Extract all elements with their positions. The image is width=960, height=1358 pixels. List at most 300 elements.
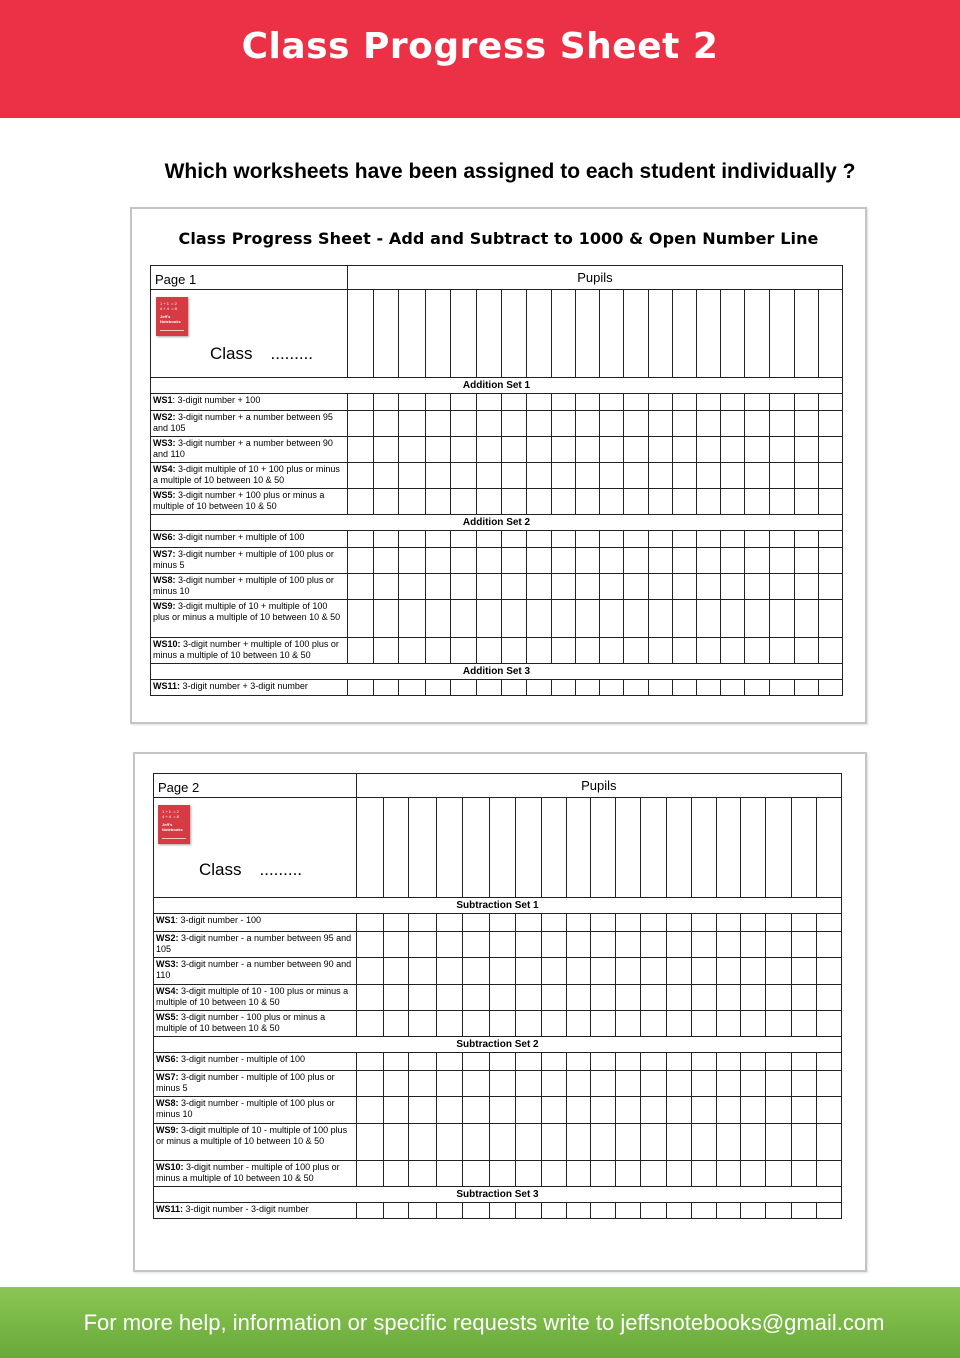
progress-check-cell[interactable]: [515, 1124, 541, 1161]
progress-check-cell[interactable]: [721, 600, 745, 638]
progress-check-cell[interactable]: [745, 638, 770, 664]
progress-check-cell[interactable]: [356, 985, 383, 1011]
progress-check-cell[interactable]: [527, 531, 551, 548]
progress-check-cell[interactable]: [566, 932, 591, 958]
progress-check-cell[interactable]: [641, 958, 667, 985]
progress-check-cell[interactable]: [648, 394, 672, 411]
progress-check-cell[interactable]: [818, 463, 842, 489]
progress-check-cell[interactable]: [398, 600, 425, 638]
progress-check-cell[interactable]: [766, 958, 792, 985]
progress-check-cell[interactable]: [697, 600, 721, 638]
progress-check-cell[interactable]: [463, 1203, 490, 1219]
progress-check-cell[interactable]: [426, 411, 451, 437]
progress-check-cell[interactable]: [398, 394, 425, 411]
progress-check-cell[interactable]: [591, 1124, 616, 1161]
progress-check-cell[interactable]: [490, 1124, 516, 1161]
pupil-name-cell[interactable]: [745, 290, 770, 378]
progress-check-cell[interactable]: [490, 1203, 516, 1219]
pupil-name-cell[interactable]: [697, 290, 721, 378]
progress-check-cell[interactable]: [527, 463, 551, 489]
progress-check-cell[interactable]: [527, 411, 551, 437]
progress-check-cell[interactable]: [721, 394, 745, 411]
progress-check-cell[interactable]: [745, 600, 770, 638]
progress-check-cell[interactable]: [383, 1097, 409, 1124]
progress-check-cell[interactable]: [623, 437, 648, 463]
progress-check-cell[interactable]: [437, 1011, 463, 1037]
progress-check-cell[interactable]: [791, 932, 816, 958]
progress-check-cell[interactable]: [745, 489, 770, 515]
progress-check-cell[interactable]: [409, 958, 437, 985]
progress-check-cell[interactable]: [502, 600, 527, 638]
progress-check-cell[interactable]: [794, 437, 818, 463]
pupil-name-cell[interactable]: [575, 290, 599, 378]
progress-check-cell[interactable]: [623, 638, 648, 664]
progress-check-cell[interactable]: [373, 489, 398, 515]
progress-check-cell[interactable]: [666, 1053, 691, 1071]
progress-check-cell[interactable]: [373, 638, 398, 664]
progress-check-cell[interactable]: [591, 1011, 616, 1037]
progress-check-cell[interactable]: [463, 1011, 490, 1037]
progress-check-cell[interactable]: [347, 531, 373, 548]
progress-check-cell[interactable]: [551, 411, 575, 437]
progress-check-cell[interactable]: [666, 1097, 691, 1124]
progress-check-cell[interactable]: [566, 1053, 591, 1071]
pupil-name-cell[interactable]: [541, 798, 566, 898]
progress-check-cell[interactable]: [347, 574, 373, 600]
pupil-name-cell[interactable]: [766, 798, 792, 898]
progress-check-cell[interactable]: [697, 437, 721, 463]
progress-check-cell[interactable]: [515, 1161, 541, 1187]
pupil-name-cell[interactable]: [409, 798, 437, 898]
progress-check-cell[interactable]: [463, 1124, 490, 1161]
progress-check-cell[interactable]: [745, 531, 770, 548]
progress-check-cell[interactable]: [794, 463, 818, 489]
progress-check-cell[interactable]: [409, 985, 437, 1011]
progress-check-cell[interactable]: [437, 1124, 463, 1161]
progress-check-cell[interactable]: [616, 1161, 641, 1187]
pupil-name-cell[interactable]: [515, 798, 541, 898]
pupil-name-cell[interactable]: [616, 798, 641, 898]
progress-check-cell[interactable]: [426, 638, 451, 664]
progress-check-cell[interactable]: [770, 600, 794, 638]
progress-check-cell[interactable]: [745, 437, 770, 463]
progress-check-cell[interactable]: [616, 1011, 641, 1037]
progress-check-cell[interactable]: [673, 437, 697, 463]
progress-check-cell[interactable]: [741, 985, 766, 1011]
progress-check-cell[interactable]: [451, 463, 477, 489]
progress-check-cell[interactable]: [673, 489, 697, 515]
progress-check-cell[interactable]: [766, 914, 792, 932]
progress-check-cell[interactable]: [648, 411, 672, 437]
progress-check-cell[interactable]: [437, 1097, 463, 1124]
progress-check-cell[interactable]: [409, 1097, 437, 1124]
progress-check-cell[interactable]: [463, 1071, 490, 1097]
progress-check-cell[interactable]: [398, 463, 425, 489]
progress-check-cell[interactable]: [791, 1203, 816, 1219]
progress-check-cell[interactable]: [641, 1071, 667, 1097]
progress-check-cell[interactable]: [541, 1124, 566, 1161]
progress-check-cell[interactable]: [666, 958, 691, 985]
progress-check-cell[interactable]: [623, 548, 648, 574]
progress-check-cell[interactable]: [347, 638, 373, 664]
progress-check-cell[interactable]: [666, 914, 691, 932]
progress-check-cell[interactable]: [770, 411, 794, 437]
progress-check-cell[interactable]: [818, 411, 842, 437]
progress-check-cell[interactable]: [794, 600, 818, 638]
progress-check-cell[interactable]: [697, 548, 721, 574]
progress-check-cell[interactable]: [741, 1203, 766, 1219]
progress-check-cell[interactable]: [741, 1097, 766, 1124]
progress-check-cell[interactable]: [356, 1053, 383, 1071]
progress-check-cell[interactable]: [766, 1097, 792, 1124]
progress-check-cell[interactable]: [437, 1071, 463, 1097]
progress-check-cell[interactable]: [673, 548, 697, 574]
progress-check-cell[interactable]: [383, 914, 409, 932]
progress-check-cell[interactable]: [641, 1011, 667, 1037]
progress-check-cell[interactable]: [356, 1097, 383, 1124]
pupil-name-cell[interactable]: [716, 798, 741, 898]
progress-check-cell[interactable]: [541, 932, 566, 958]
progress-check-cell[interactable]: [766, 1161, 792, 1187]
progress-check-cell[interactable]: [818, 394, 842, 411]
progress-check-cell[interactable]: [641, 914, 667, 932]
progress-check-cell[interactable]: [463, 958, 490, 985]
progress-check-cell[interactable]: [541, 1203, 566, 1219]
progress-check-cell[interactable]: [575, 411, 599, 437]
progress-check-cell[interactable]: [373, 531, 398, 548]
progress-check-cell[interactable]: [541, 985, 566, 1011]
pupil-name-cell[interactable]: [648, 290, 672, 378]
progress-check-cell[interactable]: [623, 394, 648, 411]
progress-check-cell[interactable]: [426, 394, 451, 411]
progress-check-cell[interactable]: [716, 958, 741, 985]
progress-check-cell[interactable]: [566, 958, 591, 985]
progress-check-cell[interactable]: [816, 1053, 841, 1071]
progress-check-cell[interactable]: [791, 958, 816, 985]
progress-check-cell[interactable]: [721, 574, 745, 600]
progress-check-cell[interactable]: [741, 1071, 766, 1097]
progress-check-cell[interactable]: [566, 914, 591, 932]
progress-check-cell[interactable]: [463, 985, 490, 1011]
progress-check-cell[interactable]: [356, 958, 383, 985]
progress-check-cell[interactable]: [741, 1124, 766, 1161]
progress-check-cell[interactable]: [398, 680, 425, 696]
progress-check-cell[interactable]: [527, 600, 551, 638]
pupil-name-cell[interactable]: [599, 290, 623, 378]
progress-check-cell[interactable]: [575, 574, 599, 600]
pupil-name-cell[interactable]: [623, 290, 648, 378]
pupil-name-cell[interactable]: [426, 290, 451, 378]
progress-check-cell[interactable]: [356, 1011, 383, 1037]
progress-check-cell[interactable]: [623, 411, 648, 437]
progress-check-cell[interactable]: [818, 531, 842, 548]
progress-check-cell[interactable]: [648, 463, 672, 489]
progress-check-cell[interactable]: [741, 1053, 766, 1071]
progress-check-cell[interactable]: [347, 548, 373, 574]
progress-check-cell[interactable]: [673, 394, 697, 411]
progress-check-cell[interactable]: [818, 489, 842, 515]
progress-check-cell[interactable]: [426, 489, 451, 515]
progress-check-cell[interactable]: [716, 1124, 741, 1161]
progress-check-cell[interactable]: [541, 1011, 566, 1037]
progress-check-cell[interactable]: [794, 531, 818, 548]
progress-check-cell[interactable]: [437, 958, 463, 985]
progress-check-cell[interactable]: [716, 914, 741, 932]
progress-check-cell[interactable]: [666, 1071, 691, 1097]
progress-check-cell[interactable]: [691, 1097, 716, 1124]
progress-check-cell[interactable]: [697, 489, 721, 515]
progress-check-cell[interactable]: [502, 638, 527, 664]
progress-check-cell[interactable]: [770, 548, 794, 574]
progress-check-cell[interactable]: [816, 1124, 841, 1161]
progress-check-cell[interactable]: [409, 1124, 437, 1161]
pupil-name-cell[interactable]: [566, 798, 591, 898]
progress-check-cell[interactable]: [527, 574, 551, 600]
progress-check-cell[interactable]: [716, 985, 741, 1011]
progress-check-cell[interactable]: [477, 463, 502, 489]
pupil-name-cell[interactable]: [641, 798, 667, 898]
progress-check-cell[interactable]: [347, 394, 373, 411]
progress-check-cell[interactable]: [716, 1161, 741, 1187]
progress-check-cell[interactable]: [575, 463, 599, 489]
pupil-name-cell[interactable]: [551, 290, 575, 378]
progress-check-cell[interactable]: [490, 985, 516, 1011]
pupil-name-cell[interactable]: [373, 290, 398, 378]
progress-check-cell[interactable]: [641, 932, 667, 958]
progress-check-cell[interactable]: [666, 1011, 691, 1037]
progress-check-cell[interactable]: [347, 463, 373, 489]
progress-check-cell[interactable]: [490, 1097, 516, 1124]
progress-check-cell[interactable]: [383, 932, 409, 958]
progress-check-cell[interactable]: [691, 914, 716, 932]
progress-check-cell[interactable]: [766, 1053, 792, 1071]
class-blank[interactable]: .........: [270, 344, 314, 363]
progress-check-cell[interactable]: [437, 914, 463, 932]
progress-check-cell[interactable]: [347, 411, 373, 437]
progress-check-cell[interactable]: [791, 1124, 816, 1161]
progress-check-cell[interactable]: [791, 1161, 816, 1187]
progress-check-cell[interactable]: [437, 1161, 463, 1187]
progress-check-cell[interactable]: [691, 1161, 716, 1187]
progress-check-cell[interactable]: [721, 680, 745, 696]
progress-check-cell[interactable]: [648, 600, 672, 638]
progress-check-cell[interactable]: [463, 1053, 490, 1071]
progress-check-cell[interactable]: [451, 600, 477, 638]
progress-check-cell[interactable]: [356, 1071, 383, 1097]
progress-check-cell[interactable]: [818, 638, 842, 664]
progress-check-cell[interactable]: [616, 1071, 641, 1097]
progress-check-cell[interactable]: [818, 548, 842, 574]
progress-check-cell[interactable]: [666, 932, 691, 958]
progress-check-cell[interactable]: [490, 914, 516, 932]
pupil-name-cell[interactable]: [527, 290, 551, 378]
progress-check-cell[interactable]: [666, 985, 691, 1011]
pupil-name-cell[interactable]: [437, 798, 463, 898]
progress-check-cell[interactable]: [691, 1203, 716, 1219]
progress-check-cell[interactable]: [409, 1071, 437, 1097]
progress-check-cell[interactable]: [551, 574, 575, 600]
progress-check-cell[interactable]: [623, 531, 648, 548]
progress-check-cell[interactable]: [691, 932, 716, 958]
progress-check-cell[interactable]: [818, 437, 842, 463]
progress-check-cell[interactable]: [794, 394, 818, 411]
progress-check-cell[interactable]: [591, 1097, 616, 1124]
progress-check-cell[interactable]: [347, 437, 373, 463]
progress-check-cell[interactable]: [794, 574, 818, 600]
progress-check-cell[interactable]: [383, 1053, 409, 1071]
progress-check-cell[interactable]: [463, 914, 490, 932]
progress-check-cell[interactable]: [398, 548, 425, 574]
progress-check-cell[interactable]: [398, 437, 425, 463]
progress-check-cell[interactable]: [818, 600, 842, 638]
progress-check-cell[interactable]: [648, 531, 672, 548]
progress-check-cell[interactable]: [347, 600, 373, 638]
progress-check-cell[interactable]: [745, 574, 770, 600]
progress-check-cell[interactable]: [599, 411, 623, 437]
progress-check-cell[interactable]: [477, 489, 502, 515]
progress-check-cell[interactable]: [398, 638, 425, 664]
progress-check-cell[interactable]: [721, 531, 745, 548]
progress-check-cell[interactable]: [766, 1124, 792, 1161]
progress-check-cell[interactable]: [818, 680, 842, 696]
progress-check-cell[interactable]: [409, 1203, 437, 1219]
pupil-name-cell[interactable]: [502, 290, 527, 378]
progress-check-cell[interactable]: [599, 680, 623, 696]
progress-check-cell[interactable]: [373, 437, 398, 463]
progress-check-cell[interactable]: [383, 958, 409, 985]
progress-check-cell[interactable]: [673, 638, 697, 664]
progress-check-cell[interactable]: [383, 1161, 409, 1187]
progress-check-cell[interactable]: [623, 680, 648, 696]
progress-check-cell[interactable]: [766, 1071, 792, 1097]
progress-check-cell[interactable]: [463, 932, 490, 958]
progress-check-cell[interactable]: [566, 1203, 591, 1219]
progress-check-cell[interactable]: [745, 463, 770, 489]
pupil-name-cell[interactable]: [463, 798, 490, 898]
progress-check-cell[interactable]: [716, 1011, 741, 1037]
progress-check-cell[interactable]: [477, 600, 502, 638]
progress-check-cell[interactable]: [791, 1011, 816, 1037]
progress-check-cell[interactable]: [515, 914, 541, 932]
progress-check-cell[interactable]: [502, 548, 527, 574]
progress-check-cell[interactable]: [575, 548, 599, 574]
progress-check-cell[interactable]: [383, 1124, 409, 1161]
progress-check-cell[interactable]: [515, 932, 541, 958]
progress-check-cell[interactable]: [515, 1097, 541, 1124]
progress-check-cell[interactable]: [451, 411, 477, 437]
pupil-name-cell[interactable]: [477, 290, 502, 378]
progress-check-cell[interactable]: [599, 548, 623, 574]
progress-check-cell[interactable]: [426, 548, 451, 574]
progress-check-cell[interactable]: [591, 1053, 616, 1071]
progress-check-cell[interactable]: [527, 680, 551, 696]
progress-check-cell[interactable]: [541, 1097, 566, 1124]
progress-check-cell[interactable]: [818, 574, 842, 600]
progress-check-cell[interactable]: [691, 985, 716, 1011]
progress-check-cell[interactable]: [426, 437, 451, 463]
progress-check-cell[interactable]: [770, 638, 794, 664]
progress-check-cell[interactable]: [490, 1011, 516, 1037]
progress-check-cell[interactable]: [599, 574, 623, 600]
progress-check-cell[interactable]: [527, 437, 551, 463]
progress-check-cell[interactable]: [616, 1203, 641, 1219]
progress-check-cell[interactable]: [527, 638, 551, 664]
progress-check-cell[interactable]: [599, 437, 623, 463]
progress-check-cell[interactable]: [616, 985, 641, 1011]
progress-check-cell[interactable]: [437, 1203, 463, 1219]
progress-check-cell[interactable]: [721, 548, 745, 574]
progress-check-cell[interactable]: [794, 548, 818, 574]
progress-check-cell[interactable]: [409, 1053, 437, 1071]
progress-check-cell[interactable]: [356, 1124, 383, 1161]
progress-check-cell[interactable]: [409, 932, 437, 958]
progress-check-cell[interactable]: [616, 1124, 641, 1161]
progress-check-cell[interactable]: [691, 1011, 716, 1037]
progress-check-cell[interactable]: [691, 1124, 716, 1161]
progress-check-cell[interactable]: [673, 680, 697, 696]
progress-check-cell[interactable]: [766, 1011, 792, 1037]
pupil-name-cell[interactable]: [356, 798, 383, 898]
progress-check-cell[interactable]: [451, 574, 477, 600]
progress-check-cell[interactable]: [648, 638, 672, 664]
progress-check-cell[interactable]: [373, 548, 398, 574]
progress-check-cell[interactable]: [591, 1071, 616, 1097]
progress-check-cell[interactable]: [541, 1071, 566, 1097]
progress-check-cell[interactable]: [551, 394, 575, 411]
progress-check-cell[interactable]: [566, 985, 591, 1011]
progress-check-cell[interactable]: [770, 463, 794, 489]
progress-check-cell[interactable]: [477, 638, 502, 664]
progress-check-cell[interactable]: [697, 394, 721, 411]
pupil-name-cell[interactable]: [794, 290, 818, 378]
progress-check-cell[interactable]: [437, 1053, 463, 1071]
progress-check-cell[interactable]: [691, 1071, 716, 1097]
progress-check-cell[interactable]: [791, 1053, 816, 1071]
progress-check-cell[interactable]: [566, 1161, 591, 1187]
progress-check-cell[interactable]: [745, 680, 770, 696]
pupil-name-cell[interactable]: [741, 798, 766, 898]
progress-check-cell[interactable]: [373, 600, 398, 638]
progress-check-cell[interactable]: [490, 1071, 516, 1097]
progress-check-cell[interactable]: [816, 932, 841, 958]
progress-check-cell[interactable]: [616, 914, 641, 932]
progress-check-cell[interactable]: [641, 1053, 667, 1071]
progress-check-cell[interactable]: [515, 1203, 541, 1219]
progress-check-cell[interactable]: [745, 548, 770, 574]
progress-check-cell[interactable]: [591, 985, 616, 1011]
progress-check-cell[interactable]: [770, 531, 794, 548]
progress-check-cell[interactable]: [816, 1071, 841, 1097]
progress-check-cell[interactable]: [575, 394, 599, 411]
pupil-name-cell[interactable]: [770, 290, 794, 378]
progress-check-cell[interactable]: [745, 394, 770, 411]
progress-check-cell[interactable]: [373, 394, 398, 411]
progress-check-cell[interactable]: [527, 489, 551, 515]
pupil-name-cell[interactable]: [347, 290, 373, 378]
progress-check-cell[interactable]: [463, 1097, 490, 1124]
progress-check-cell[interactable]: [697, 531, 721, 548]
progress-check-cell[interactable]: [477, 437, 502, 463]
progress-check-cell[interactable]: [409, 1161, 437, 1187]
progress-check-cell[interactable]: [673, 531, 697, 548]
progress-check-cell[interactable]: [816, 914, 841, 932]
progress-check-cell[interactable]: [666, 1203, 691, 1219]
progress-check-cell[interactable]: [356, 932, 383, 958]
pupil-name-cell[interactable]: [721, 290, 745, 378]
progress-check-cell[interactable]: [591, 932, 616, 958]
progress-check-cell[interactable]: [716, 1203, 741, 1219]
progress-check-cell[interactable]: [673, 600, 697, 638]
